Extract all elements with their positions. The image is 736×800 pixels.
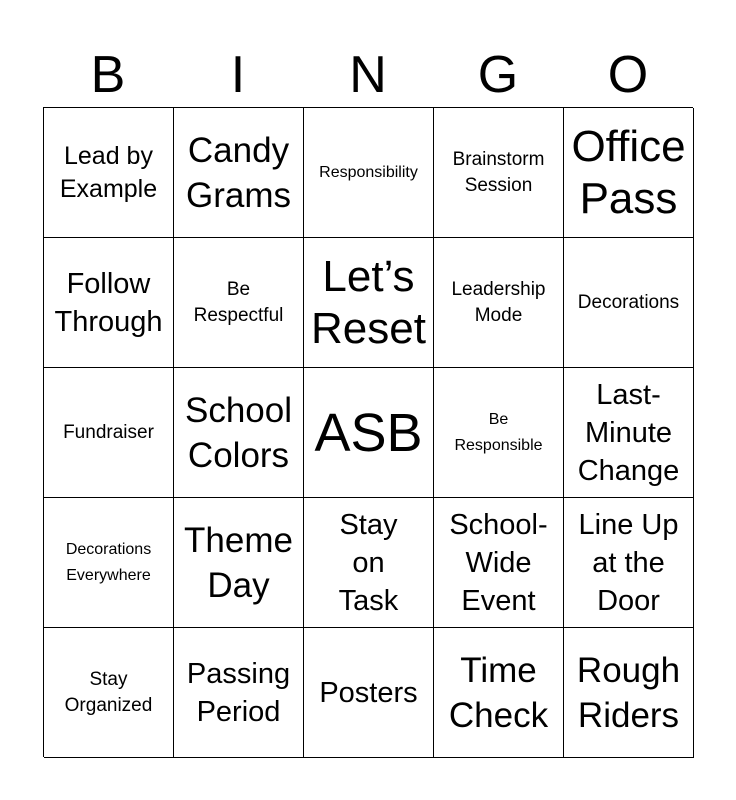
- cell-text: Leadership Mode: [451, 278, 546, 326]
- bingo-cell-r5-c2[interactable]: [174, 628, 304, 758]
- header-letter-b: B: [90, 46, 126, 104]
- cell-text: Rough Riders: [576, 650, 681, 735]
- bingo-cell-r1-c4[interactable]: [434, 108, 564, 238]
- bingo-cell-r1-c2[interactable]: [174, 108, 304, 238]
- bingo-cell-r4-c5[interactable]: [564, 498, 694, 628]
- bingo-cell-r3-c1[interactable]: [44, 368, 174, 498]
- cell-text: Decorations Everywhere: [65, 540, 152, 584]
- bingo-cell-r3-c3[interactable]: [304, 368, 434, 498]
- bingo-cell-r4-c2[interactable]: [174, 498, 304, 628]
- cell-text: Brainstorm Session: [452, 148, 545, 196]
- bingo-cell-r1-c3[interactable]: [304, 108, 434, 238]
- cell-text: Posters: [319, 676, 418, 709]
- cell-text: Office Pass: [571, 121, 686, 223]
- bingo-cell-r5-c1[interactable]: [44, 628, 174, 758]
- bingo-cell-r3-c2[interactable]: [174, 368, 304, 498]
- bingo-header: [43, 44, 693, 106]
- bingo-cell-r5-c5[interactable]: [564, 628, 694, 758]
- cell-text: Line Up at the Door: [578, 508, 679, 617]
- bingo-cell-r5-c3[interactable]: [304, 628, 434, 758]
- cell-text: Follow Through: [54, 267, 163, 338]
- header-letter-i: I: [230, 46, 246, 104]
- bingo-cell-r5-c4[interactable]: [434, 628, 564, 758]
- cell-text: Last- Minute Change: [577, 378, 680, 487]
- bingo-cell-r4-c4[interactable]: [434, 498, 564, 628]
- bingo-cell-r3-c5[interactable]: [564, 368, 694, 498]
- cell-text: Decorations: [577, 291, 680, 313]
- bingo-cell-r2-c5[interactable]: [564, 238, 694, 368]
- header-letter-g: G: [477, 46, 519, 104]
- bingo-board: [43, 107, 693, 757]
- bingo-cell-r2-c1[interactable]: [44, 238, 174, 368]
- bingo-cell-r1-c1[interactable]: [44, 108, 174, 238]
- cell-text: Be Respectful: [193, 278, 284, 326]
- bingo-cell-r3-c4[interactable]: [434, 368, 564, 498]
- header-letter-n: N: [349, 46, 387, 104]
- bingo-cell-r4-c1[interactable]: [44, 498, 174, 628]
- bingo-cell-r4-c3[interactable]: [304, 498, 434, 628]
- cell-text: School- Wide Event: [449, 508, 548, 617]
- cell-text: Lead by Example: [59, 141, 158, 203]
- header-letter-o: O: [607, 46, 649, 104]
- cell-text: Time Check: [448, 650, 549, 735]
- cell-text: Stay Organized: [64, 668, 153, 716]
- cell-text: Passing Period: [186, 657, 291, 728]
- bingo-cell-r2-c2[interactable]: [174, 238, 304, 368]
- bingo-cell-r2-c3[interactable]: [304, 238, 434, 368]
- bingo-cell-r1-c5[interactable]: [564, 108, 694, 238]
- cell-text: School Colors: [184, 390, 293, 475]
- cell-text: Candy Grams: [186, 130, 291, 215]
- cell-text: Theme Day: [184, 520, 293, 605]
- cell-text: Let’s Reset: [311, 251, 426, 353]
- bingo-cell-r2-c4[interactable]: [434, 238, 564, 368]
- cell-text: Responsibility: [319, 163, 418, 181]
- cell-text: ASB: [314, 402, 423, 463]
- cell-text: Stay on Task: [338, 508, 399, 617]
- cell-text: Fundraiser: [63, 421, 154, 443]
- cell-text: Be Responsible: [454, 410, 543, 454]
